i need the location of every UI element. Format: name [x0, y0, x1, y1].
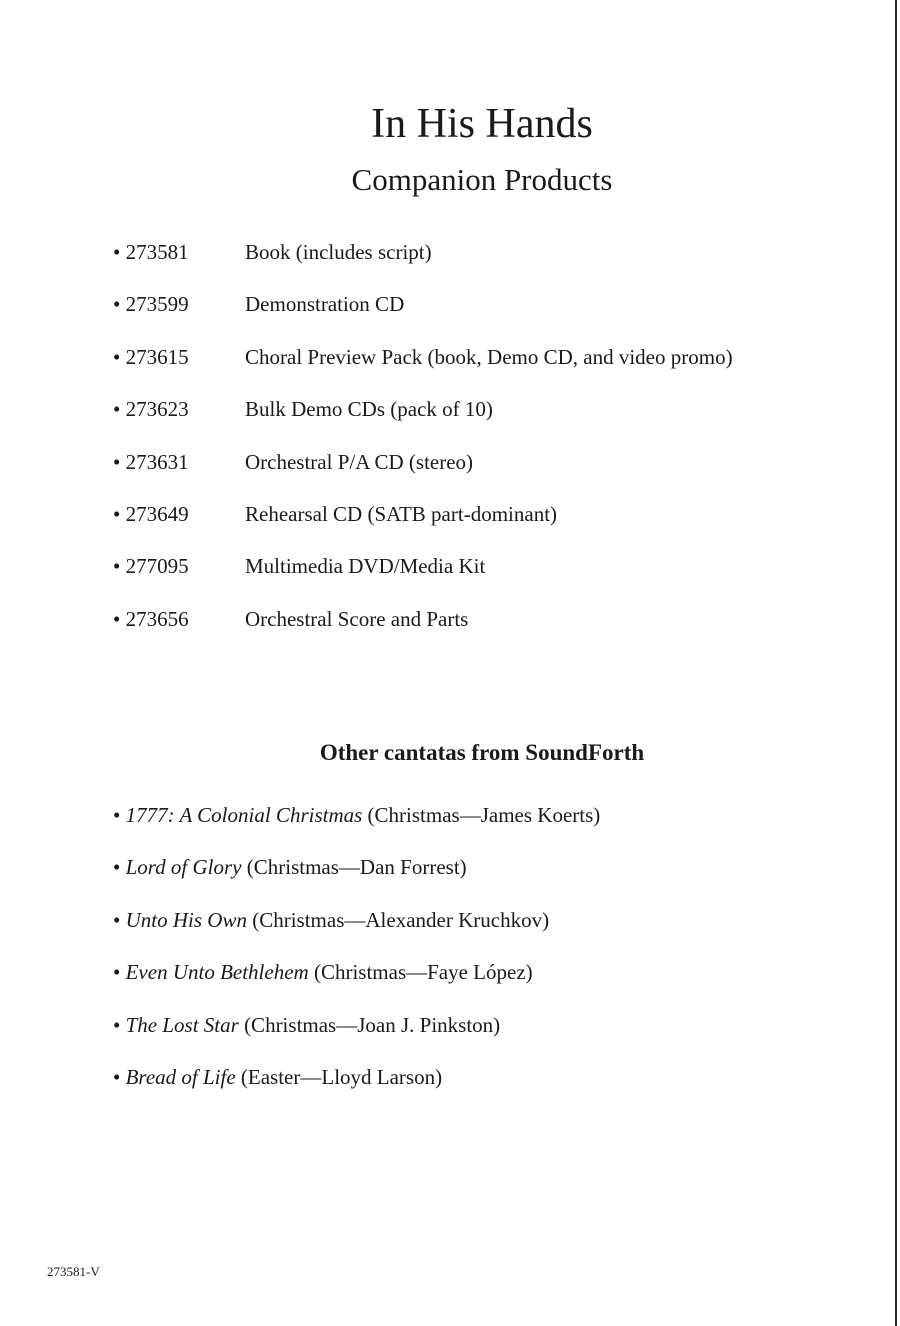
product-item: [113, 237, 813, 289]
product-description: Rehearsal CD (SATB part-dominant): [245, 501, 558, 526]
product-number: • 277095: [113, 554, 189, 579]
cantata-item: [113, 957, 813, 1009]
product-description: Orchestral Score and Parts: [245, 606, 469, 631]
bullet: •: [113, 240, 121, 264]
bullet: •: [113, 344, 121, 369]
bullet: •: [113, 855, 121, 880]
page-subtitle: Companion Products: [351, 162, 613, 197]
cantata-item: [113, 852, 813, 904]
product-description: Multimedia DVD/Media Kit: [245, 554, 486, 579]
product-number: • 273615: [113, 344, 189, 369]
bullet: •: [113, 1012, 121, 1037]
product-description: Orchestral P/A CD (stereo): [245, 449, 474, 474]
cantata-details: (Christmas—Dan Forrest): [246, 855, 467, 880]
cantata-title: Lord of Glory: [125, 855, 242, 880]
other-cantatas-heading: Other cantatas from SoundForth: [319, 740, 645, 765]
cantata-title: 1777: A Colonial Christmas: [125, 803, 363, 827]
product-description: Book (includes script): [245, 240, 432, 264]
cantata-item: [113, 1062, 813, 1114]
product-item: [113, 289, 813, 341]
product-item: [113, 551, 813, 603]
cantata-details: (Christmas—James Koerts): [367, 803, 601, 827]
bullet: •: [113, 907, 121, 932]
product-item: [113, 447, 813, 499]
cantata-list: [113, 800, 813, 1114]
bullet: •: [113, 960, 121, 985]
bullet: •: [113, 292, 121, 317]
cantata-item: [113, 905, 813, 957]
product-description: Choral Preview Pack (book, Demo CD, and video promo): [245, 344, 733, 369]
cantata-details: (Christmas—Faye López): [313, 960, 533, 985]
cantata-title: Bread of Life: [125, 1064, 236, 1089]
bullet: •: [113, 501, 121, 526]
bullet: •: [113, 1064, 121, 1089]
footer-code: 273581-V: [47, 1264, 100, 1279]
product-number: • 273631: [113, 449, 189, 474]
cantata-title: Even Unto Bethlehem: [125, 960, 309, 985]
cantata-details: (Christmas—Alexander Kruchkov): [252, 907, 550, 932]
cantata-item: [113, 1010, 813, 1062]
bullet: •: [113, 397, 121, 422]
bullet: •: [113, 803, 121, 827]
bullet: •: [113, 606, 121, 631]
product-item: [113, 394, 813, 446]
page-title: In His Hands: [371, 101, 593, 147]
cantata-item: [113, 800, 813, 852]
cantata-details: (Easter—Lloyd Larson): [240, 1064, 443, 1089]
product-item: [113, 342, 813, 394]
cantata-details: (Christmas—Joan J. Pinkston): [244, 1012, 501, 1037]
bullet: •: [113, 449, 121, 474]
product-number: • 273656: [113, 606, 189, 631]
product-list: [113, 237, 813, 656]
product-description: Demonstration CD: [245, 292, 405, 317]
bullet: •: [113, 554, 121, 579]
cantata-title: The Lost Star: [125, 1012, 239, 1037]
product-number: • 273581: [113, 240, 189, 264]
product-number: • 273649: [113, 501, 189, 526]
product-description: Bulk Demo CDs (pack of 10): [245, 397, 493, 422]
product-number: • 273599: [113, 292, 189, 317]
product-number: • 273623: [113, 397, 189, 422]
cantata-title: Unto His Own: [125, 907, 247, 932]
product-item: [113, 499, 813, 551]
product-item: [113, 604, 813, 656]
